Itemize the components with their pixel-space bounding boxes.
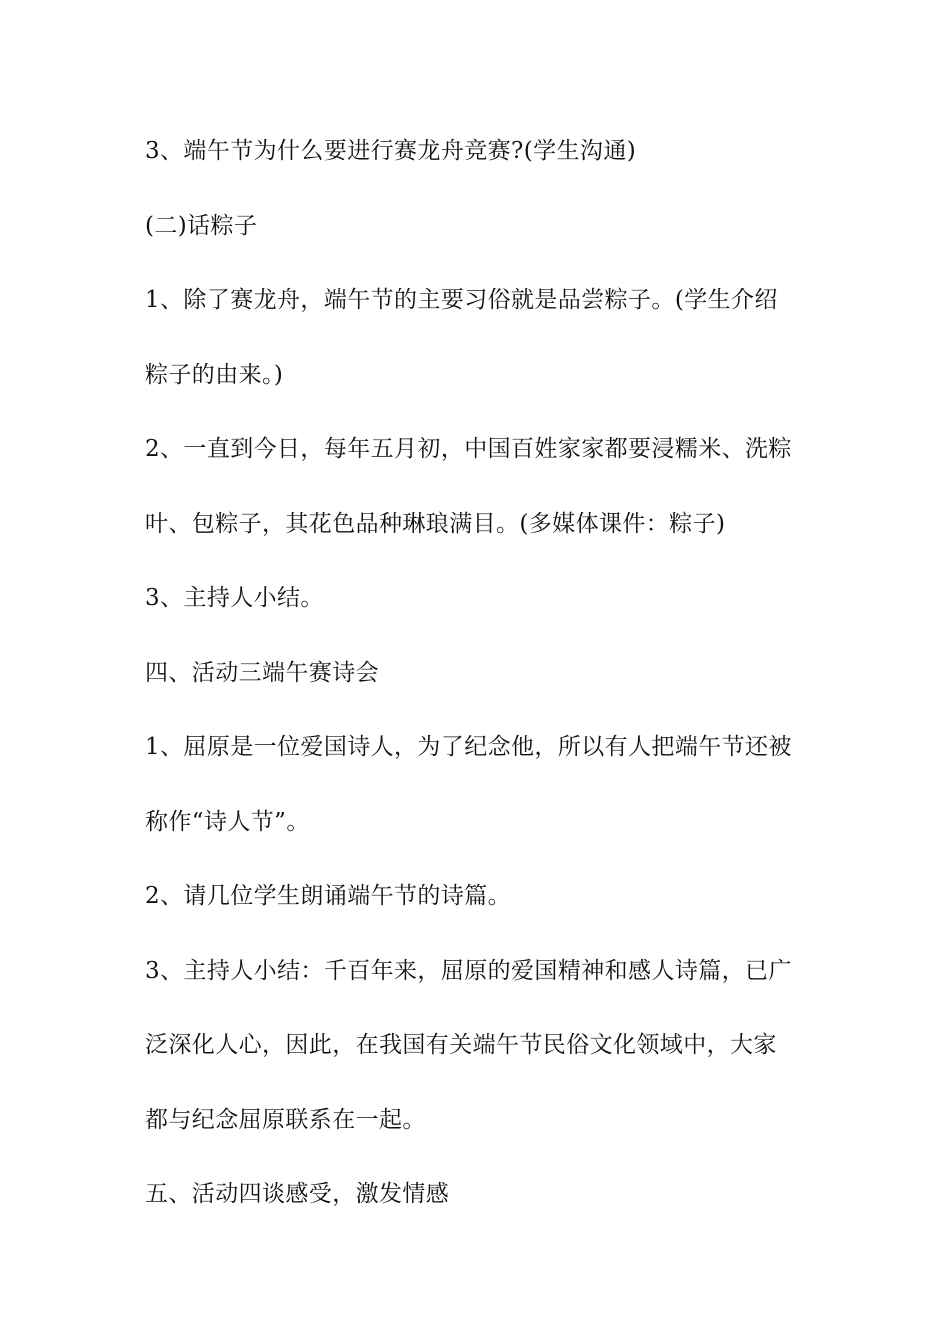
item-2-zongzi-making: 2、一直到今日，每年五月初，中国百姓家家都要浸糯米、洗粽 (145, 436, 792, 462)
question-3-dragon-boat: 3、端午节为什么要进行赛龙舟竞赛?(学生沟通) (145, 138, 637, 164)
item-1-zongzi-custom: 1、除了赛龙舟，端午节的主要习俗就是品尝粽子。(学生介绍 (145, 287, 778, 313)
section-heading-feelings: 五、活动四谈感受，激发情感 (145, 1181, 450, 1207)
item-2-zongzi-making-cont: 叶、包粽子，其花色品种琳琅满目。(多媒体课件：粽子) (145, 510, 726, 537)
item-1-zongzi-custom-cont: 粽子的由来。) (145, 361, 284, 388)
item-3-host-summary-qu-yuan-end: 都与纪念屈原联系在一起。 (145, 1106, 426, 1133)
item-3-host-summary: 3、主持人小结。 (145, 585, 324, 611)
item-3-host-summary-qu-yuan: 3、主持人小结：千百年来，屈原的爱国精神和感人诗篇，已广 (145, 957, 792, 984)
section-heading-zongzi: (二)话粽子 (145, 212, 258, 239)
item-3-host-summary-qu-yuan-cont: 泛深化人心，因此，在我国有关端午节民俗文化领域中，大家 (145, 1032, 777, 1058)
document-body (145, 128, 810, 1246)
section-heading-poetry-contest: 四、活动三端午赛诗会 (145, 659, 379, 686)
item-1-qu-yuan-poet: 1、屈原是一位爱国诗人，为了纪念他，所以有人把端午节还被 (145, 734, 792, 760)
item-1-qu-yuan-poet-cont: 称作“诗人节”。 (145, 808, 310, 835)
item-2-poem-recital: 2、请几位学生朗诵端午节的诗篇。 (145, 883, 512, 909)
